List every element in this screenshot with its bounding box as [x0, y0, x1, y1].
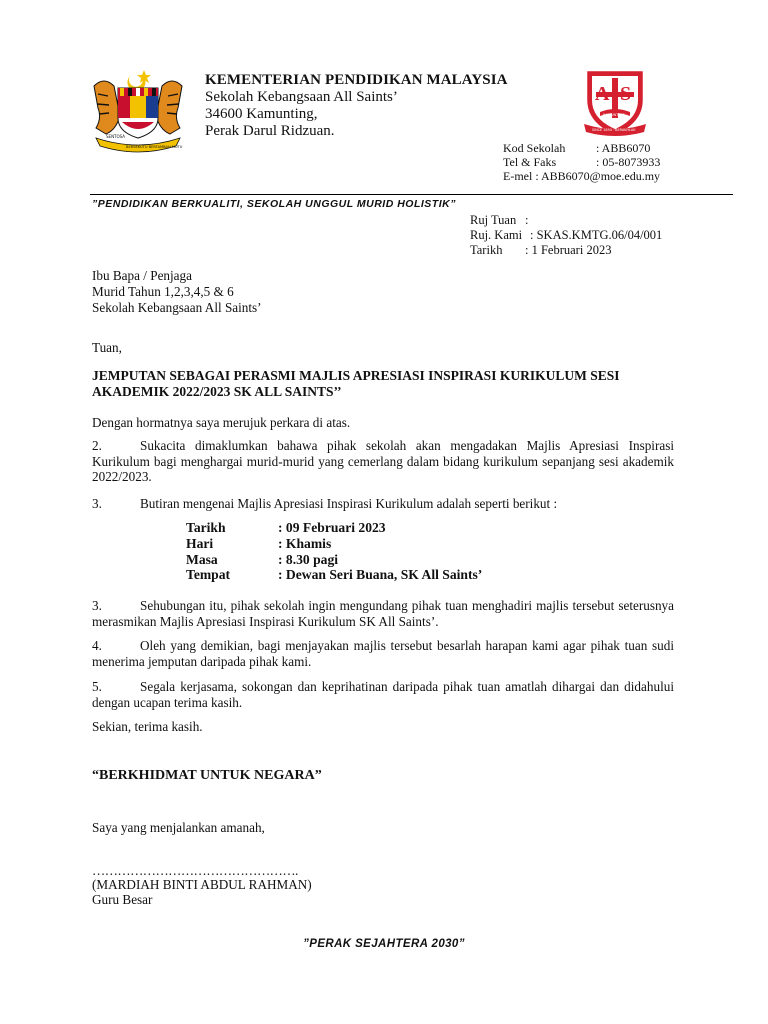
- contact-school-code: Kod Sekolah : ABB6070: [503, 141, 651, 155]
- contact-email: E-mel : ABB6070@moe.edu.my: [503, 169, 661, 183]
- svg-text:SINCE 1894 · BERAKHLAK: SINCE 1894 · BERAKHLAK: [592, 128, 636, 132]
- detail-venue: Tempat : Dewan Seri Buana, SK All Saints’: [186, 567, 483, 582]
- signature-line: ………………………………………….: [92, 863, 298, 878]
- address-postcode: 34600 Kamunting,: [205, 106, 318, 122]
- subject-line: AKADEMIK 2022/2023 SK ALL SAINTS’’: [92, 384, 342, 399]
- slogan: “BERKHIDMAT UNTUK NEGARA”: [92, 768, 322, 783]
- svg-text:BERSEKUTU BERTAMBAH MUTU: BERSEKUTU BERTAMBAH MUTU: [126, 145, 183, 149]
- contact-phone-fax: Tel & Faks : 05-8073933: [503, 155, 661, 169]
- opening-sentence: Dengan hormatnya saya merujuk perkara di atas.: [92, 415, 351, 430]
- paragraph-2: 2. Sukacita dimaklumkan bahawa pihak sekolah akan mengadakan Majlis Apresiasi Inspirasi Kurikulum bagi menghargai murid-murid yang cemerlang dalam bidang kurikulum sepanjang sesi akademik 2022/2023.: [92, 438, 674, 484]
- school-name: Sekolah Kebangsaan All Saints’: [205, 89, 398, 105]
- recipient-line: Sekolah Kebangsaan All Saints’: [92, 300, 262, 315]
- svg-text:KAMUNTING: KAMUNTING: [603, 113, 625, 117]
- ref-ours: Ruj. Kami : SKAS.KMTG.06/04/001: [470, 228, 663, 242]
- trust-line: Saya yang menjalankan amanah,: [92, 820, 265, 835]
- ref-date: Tarikh : 1 Februari 2023: [470, 243, 612, 257]
- address-state: Perak Darul Ridzuan.: [205, 123, 335, 139]
- paragraph-4: 4. Oleh yang demikian, bagi menjayakan majlis tersebut besarlah harapan kami agar pihak tuan sudi menerima jemputan daripada pihak kami.: [92, 638, 674, 669]
- subject-line: JEMPUTAN SEBAGAI PERASMI MAJLIS APRESIASI INSPIRASI KURIKULUM SESI: [92, 368, 620, 383]
- svg-text:SENTOSA: SENTOSA: [106, 134, 125, 139]
- closing: Sekian, terima kasih.: [92, 719, 203, 734]
- paragraph-3b: 3. Sehubungan itu, pihak sekolah ingin mengundang pihak tuan menghadiri majlis tersebut seterusnya merasmikan Majlis Apresiasi Inspirasi Kurikulum SK All Saints’.: [92, 598, 674, 629]
- signatory-name: (MARDIAH BINTI ABDUL RAHMAN): [92, 877, 312, 892]
- paragraph-5: 5. Segala kerjasama, sokongan dan keprihatinan daripada pihak tuan amatlah dihargai dan didahului dengan ucapan terima kasih.: [92, 679, 674, 710]
- signatory-position: Guru Besar: [92, 892, 153, 907]
- school-motto: ”PENDIDIKAN BERKUALITI, SEKOLAH UNGGUL MURID HOLISTIK”: [92, 198, 456, 210]
- ref-your: Ruj Tuan :: [470, 213, 529, 227]
- recipient-line: Murid Tahun 1,2,3,4,5 & 6: [92, 284, 234, 299]
- school-logo: [578, 66, 652, 138]
- header-divider: [90, 194, 733, 195]
- svg-text:S: S: [620, 83, 632, 105]
- paragraph-3: 3. Butiran mengenai Majlis Apresiasi Inspirasi Kurikulum adalah seperti berikut :: [92, 496, 558, 511]
- salutation: Tuan,: [92, 340, 122, 355]
- detail-time: Masa : 8.30 pagi: [186, 552, 339, 567]
- detail-day: Hari : Khamis: [186, 536, 332, 551]
- detail-date: Tarikh : 09 Februari 2023: [186, 520, 386, 535]
- svg-text:A: A: [595, 83, 610, 105]
- ministry-name: KEMENTERIAN PENDIDIKAN MALAYSIA: [205, 72, 508, 88]
- recipient-line: Ibu Bapa / Penjaga: [92, 268, 192, 283]
- coat-of-arms-logo: [86, 66, 190, 156]
- footer-slogan: ”PERAK SEJAHTERA 2030”: [303, 938, 465, 950]
